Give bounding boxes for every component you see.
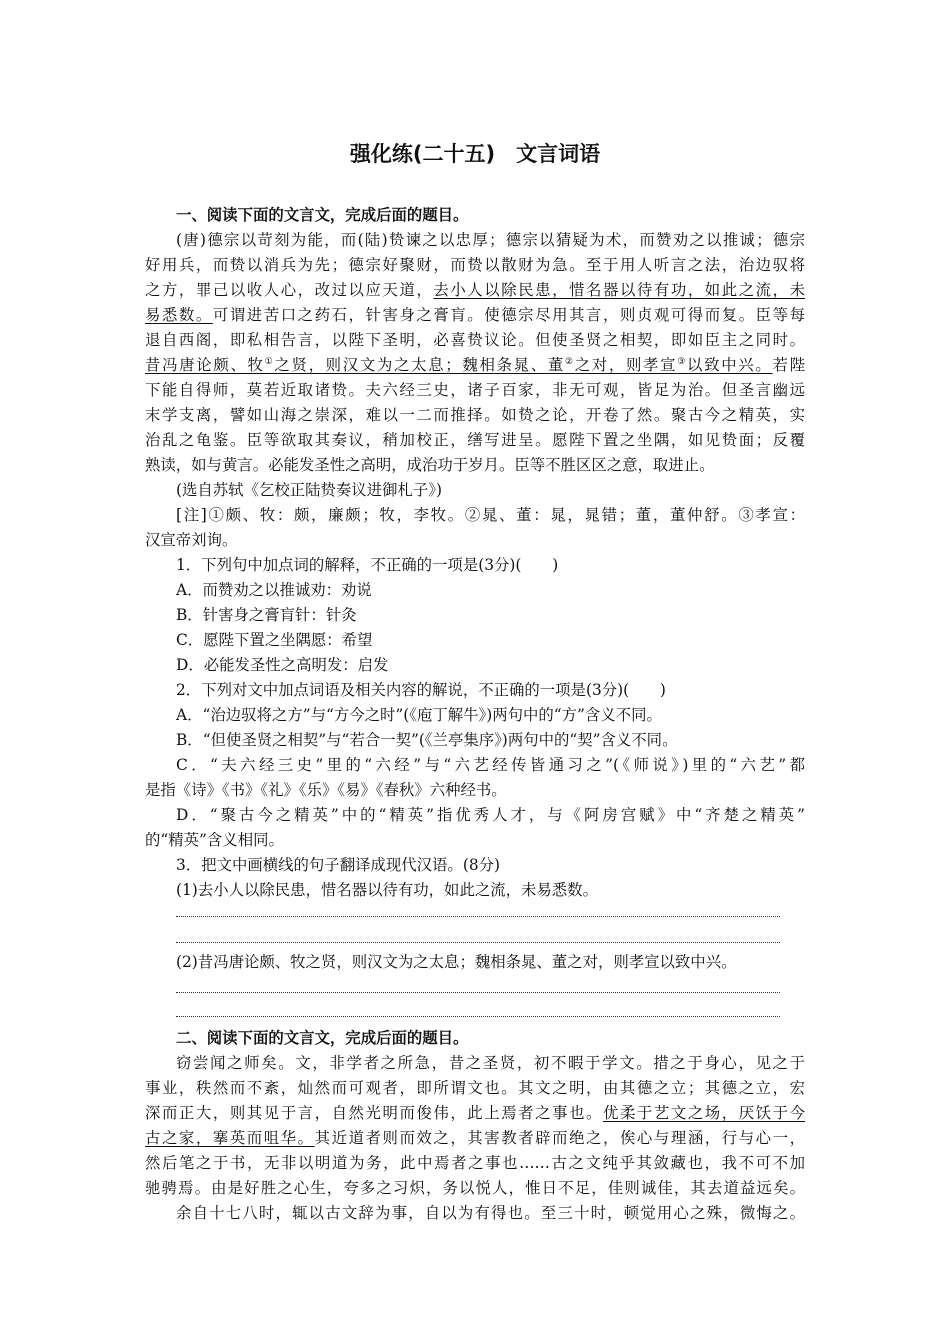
passage1-line	[145, 355, 805, 375]
underlined-sentence-end: 古之家，搴英而咀华。	[145, 1129, 315, 1147]
section1-heading: 一、阅读下面的文言文，完成后面的题目。	[176, 206, 469, 224]
underlined-sentence-1: 去小人以除民患，惜名器以待有功，如此之流，未	[433, 281, 805, 299]
underlined-sentence-1-end: 易悉数。	[145, 306, 213, 324]
passage2-line	[145, 1103, 805, 1123]
underlined-sentence-2	[145, 356, 772, 374]
passage2-line	[145, 1128, 805, 1148]
plain-text: 深而正大，则其见于言，自然光明而俊伟，此上焉者之事也。	[145, 1104, 603, 1122]
question-2: 2．下列对文中加点词语及相关内容的解说，不正确的一项是(3分)( )	[176, 681, 666, 699]
plain-text: 之贤，则汉文为之太息；魏相条晁、董	[274, 356, 565, 374]
option-2d-cont: 的“精英”含义相同。	[145, 831, 284, 849]
passage1-line: 熟读，如与黄言。必能发圣性之高明，成治功于岁月。臣等不胜区区之意，取进止。	[145, 456, 715, 474]
option-1b: B．针害身之膏肓针：针灸	[176, 606, 357, 624]
question-3: 3．把文中画横线的句子翻译成现代汉语。(8分)	[176, 856, 501, 874]
passage1-line	[145, 280, 805, 300]
passage2-line: 驰骋焉。由是好胜之心生，夸多之习炽，务以悦人，惟日不足，佳则诚佳，其去道益远矣。	[145, 1179, 805, 1197]
plain-text: 若陛	[772, 356, 805, 374]
plain-text: 其近道者则而效之，其害教者辟而绝之，俟心与理涵，行与心一，	[314, 1129, 805, 1147]
plain-text: 昔冯唐论颇、牧	[145, 356, 265, 374]
question-1: 1．下列句中加点词的解释，不正确的一项是(3分)( )	[176, 556, 559, 574]
passage2-line: 窃尝闻之师矣。文，非学者之所急，昔之圣贤，初不暇于学文。措之于身心，见之于	[176, 1054, 805, 1072]
section2-heading: 二、阅读下面的文言文，完成后面的题目。	[176, 1029, 469, 1047]
option-2c: C．“夫六经三史”里的“六经”与“六艺经传皆通习之”(《师说》)里的“六艺”都	[176, 756, 805, 774]
option-1a: A．而赞劝之以推诚劝：劝说	[176, 581, 372, 599]
answer-line[interactable]	[176, 942, 780, 943]
plain-text: 之对，则孝宣	[574, 356, 678, 374]
answer-line[interactable]	[176, 992, 780, 993]
annotation-note: [注]①颇、牧：颇，廉颇；牧，李牧。②晁、董：晁，晁错；董，董仲舒。③孝宣：	[176, 506, 805, 524]
question-3-part-2: (2)昔冯唐论颇、牧之贤，则汉文为之太息；魏相条晁、董之对，则孝宣以致中兴。	[176, 953, 737, 971]
page-title: 强化练(二十五) 文言词语	[349, 142, 601, 166]
passage2-line: 然后笔之于书，无非以明道为务，此中焉者之事也……古之文纯乎其敛藏也，我不可不加	[145, 1154, 805, 1172]
note-marker: ③	[677, 356, 688, 367]
option-2b: B．“但使圣贤之相契”与“若合一契”(《兰亭集序》)两句中的“契”含义不同。	[176, 731, 678, 749]
question-3-part-1: (1)去小人以除民患，惜名器以待有功，如此之流，未易悉数。	[176, 881, 598, 899]
plain-text: 以致中兴。	[687, 356, 773, 374]
answer-line[interactable]	[176, 916, 780, 917]
passage1-line: 下能自得师，莫若近取诸贽。夫六经三史，诸子百家，非无可观，皆足为治。但圣言幽远	[145, 381, 805, 399]
passage1-line: (唐)德宗以苛刻为能，而(陆)贽谏之以忠厚；德宗以猜疑为术，而赞劝之以推诚；德宗	[176, 231, 805, 249]
option-1d: D．必能发圣性之高明发：启发	[176, 656, 389, 674]
option-2a: A．“治边驭将之方”与“方今之时”(《庖丁解牛》)两句中的“方”含义不同。	[176, 706, 662, 724]
note-marker: ①	[264, 356, 275, 367]
plain-text: 可谓进苦口之药石，针害身之膏肓。使德宗尽用其言，则贞观可得而复。臣等每	[212, 306, 805, 324]
passage1-line: 治乱之龟鉴。臣等欲取其奏议，稍加校正，缮写进呈。愿陛下置之坐隅，如见贽面；反覆	[145, 431, 805, 449]
annotation-note: 汉宣帝刘询。	[145, 531, 238, 549]
option-2c-cont: 是指《诗》《书》《礼》《乐》《易》《春秋》六种经书。	[145, 781, 507, 799]
answer-line[interactable]	[176, 1016, 780, 1017]
passage1-line: 末学支离，譬如山海之崇深，难以一二而推择。如贽之论，开卷了然。聚古今之精英，实	[145, 406, 805, 424]
option-1c: C．愿陛下置之坐隅愿：希望	[176, 631, 373, 649]
passage2-line: 事业，秩然而不紊，灿然而可观者，即所谓文也。其文之明，由其德之立；其德之立，宏	[145, 1079, 805, 1097]
option-2d: D．“聚古今之精英”中的“精英”指优秀人才，与《阿房宫赋》中“齐楚之精英”	[176, 806, 805, 824]
passage1-line: 好用兵，而贽以消兵为先；德宗好聚财，而贽以散财为急。至于用人听言之法，治边驭将	[145, 256, 805, 274]
passage2-line: 余自十七八时，辄以古文辞为事，自以为有得也。至三十时，顿觉用心之殊，微悔之。	[176, 1204, 805, 1222]
plain-text: 之方，罪己以收人心，改过以应天道，	[145, 281, 434, 299]
passage1-line	[145, 305, 805, 325]
underlined-sentence: 优柔于艺文之场，厌饫于今	[603, 1104, 805, 1122]
note-marker: ②	[564, 356, 575, 367]
passage1-line: 退自西阁，即私相告言，以陛下圣明，必喜贽议论。但使圣贤之相契，即如臣主之同时。	[145, 331, 805, 349]
source-citation: (选自苏轼《乞校正陆贽奏议进御札子》)	[176, 481, 442, 499]
